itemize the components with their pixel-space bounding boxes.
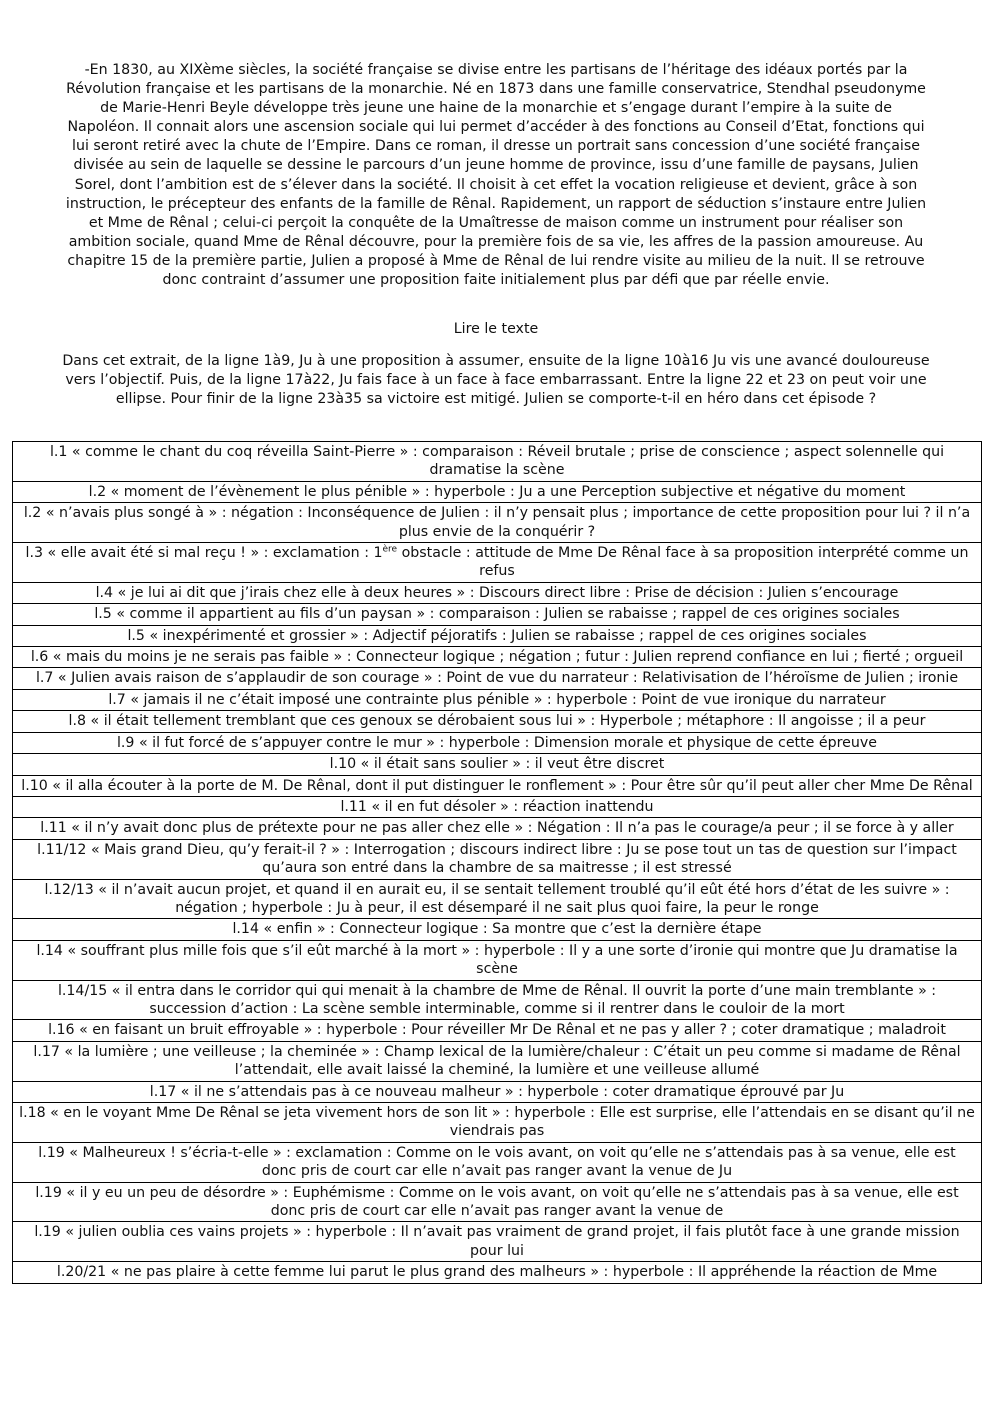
intro-paragraph: -En 1830, au XIXème siècles, la société française se divise entre les partisans de l’héritage des idéaux portés par la Révolution française et les partisans de la monarchie. Né en 1873 dans une famille conservatrice, Stendhal pseudonyme de Marie-Henri Beyle développe très jeune une haine de la monarchie et s’engage durant l’empire à la suite de Napoléon. Il connait alors une ascension sociale qui lui permet d’accéder à des fonctions au Conseil d’Etat, fonctions qui lui seront retiré avec la chute de l’Empire. Dans ce roman, il dresse un portrait sans concession d’une société française divisée au sein de laquelle se dessine le parcours d’un jeune homme de province, issu d’une famille de paysans, Julien Sorel, dont l’ambition est de s’élever dans la société. Il choisit à cet effet la vocation religieuse et devient, grâce à son instruction, le précepteur des enfants de la famille de Rênal. Rapidement, un rapport de séduction s’instaure entre Julien et Mme de Rênal ; celui-ci perçoit la conquête de la Umaîtresse de maison comme un instrument pour réaliser son ambition sociale, quand Mme de Rênal découvre, pour la première fois de sa vie, les affres de la passion amoureuse. Au chapitre 15 de la première partie, Julien a proposé à Mme de Rênal de lui rendre visite au milieu de la nuit. Il se retrouve donc contraint d’assumer une proposition faite initialement plus par défi que par réelle envie. [65,62,927,289]
table-row [13,1142,982,1182]
table-cell: l.4 « je lui ai dit que j’irais chez elle à deux heures » : Discours direct libre : Prise de décision : Julien s’encourage [13,582,982,603]
analysis-table [12,441,982,1284]
table-row [13,980,982,1020]
row-text: l.3 « elle avait été si mal reçu ! » : exclamation : 1 [25,545,383,562]
table-cell: l.5 « comme il appartient au fils d’un paysan » : comparaison : Julien se rabaisse ; rappel de ces origines sociales [13,604,982,625]
table-cell: l.17 « il ne s’attendais pas à ce nouveau malheur » : hyperbole : coter dramatique éprouvé par Ju [13,1081,982,1102]
table-cell: l.10 « il alla écouter à la porte de M. De Rênal, dont il put distinguer le ronflement » : Pour être sûr qu’il peut aller cher Mme De Rênal [13,775,982,796]
table-row [13,754,982,775]
table-cell: l.16 « en faisant un bruit effroyable » : hyperbole : Pour réveiller Mr De Rênal et ne pas y aller ? ; coter dramatique ; maladroit [13,1020,982,1041]
read-instruction: Lire le texte [453,321,539,337]
table-row [13,818,982,839]
table-cell: l.14/15 « il entra dans le corridor qui qui menait à la chambre de Mme de Rênal. Il ouvrit la porte d’une main tremblante » : succession d’action : La scène semble interminable, comme si il rentrer dans le couloir de la mort [13,980,982,1020]
table-row [13,1182,982,1222]
table-cell: l.6 « mais du moins je ne serais pas faible » : Connecteur logique ; négation ; futur : Julien reprend confiance en lui ; fierté ; orgueil [13,647,982,668]
table-cell [13,543,982,583]
table-row [13,1103,982,1143]
table-cell: l.10 « il était sans soulier » : il veut être discret [13,754,982,775]
table-cell: l.12/13 « il n’avait aucun projet, et quand il en aurait eu, il se sentait tellement troublé qu’il eût été hors d’état de les suivre » : négation ; hyperbole : Ju à peur, il est désemparé il ne sait plus quoi faire, la peur le ronge [13,879,982,919]
table-row [13,625,982,646]
table-row [13,732,982,753]
table-cell: l.11 « il en fut désoler » : réaction inattendu [13,796,982,817]
table-row [13,796,982,817]
table-cell: l.14 « enfin » : Connecteur logique : Sa montre que c’est la dernière étape [13,919,982,940]
table-cell: l.19 « il y eu un peu de désordre » : Euphémisme : Comme on le vois avant, on voit qu’elle ne s’attendais pas à sa venue, elle est donc pris de court car elle n’avait pas ranger avant la venue de [13,1182,982,1222]
table-cell: l.7 « jamais il ne c’était imposé une contrainte plus pénible » : hyperbole : Point de vue ironique du narrateur [13,689,982,710]
table-row [13,711,982,732]
table-row [13,775,982,796]
table-row [13,647,982,668]
table-cell: l.20/21 « ne pas plaire à cette femme lui parut le plus grand des malheurs » : hyperbole : Il appréhende la réaction de Mme [13,1262,982,1283]
table-row [13,940,982,980]
table-cell: l.14 « souffrant plus mille fois que s’il eût marché à la mort » : hyperbole : Il y a une sorte d’ironie qui montre que Ju dramatise la scène [13,940,982,980]
table-cell: l.11/12 « Mais grand Dieu, qu’y ferait-il ? » : Interrogation ; discours indirect libre : Ju se pose tout un tas de question sur l’impact qu’aura son entré dans la chambre de sa maitresse ; il est stressé [13,839,982,879]
table-row [13,442,982,482]
table-cell: l.11 « il n’y avait donc plus de prétexte pour ne pas aller chez elle » : Négation : Il n’a pas le courage/a peur ; il se force à y aller [13,818,982,839]
table-row [13,1262,982,1283]
table-row [13,503,982,543]
table-row [13,839,982,879]
table-cell: l.19 « Malheureux ! s’écria-t-elle » : exclamation : Comme on le vois avant, on voit qu’elle ne s’attendais pas à sa venue, elle est donc pris de court car elle n’avait pas ranger avant la venue de Ju [13,1142,982,1182]
table-row [13,1020,982,1041]
table-row [13,919,982,940]
table-cell: l.19 « julien oublia ces vains projets » : hyperbole : Il n’avait pas vraiment de grand projet, il fais plutôt face à une grande mission pour lui [13,1222,982,1262]
table-cell: l.9 « il fut forcé de s’appuyer contre le mur » : hyperbole : Dimension morale et physique de cette épreuve [13,732,982,753]
table-row [13,689,982,710]
table-cell: l.5 « inexpérimenté et grossier » : Adjectif péjoratifs : Julien se rabaisse ; rappel de ces origines sociales [13,625,982,646]
superscript: ère [382,544,398,555]
table-cell: l.8 « il était tellement tremblant que ces genoux se dérobaient sous lui » : Hyperbole ; métaphore : Il angoisse ; il a peur [13,711,982,732]
table-cell: l.7 « Julien avais raison de s’applaudir de son courage » : Point de vue du narrateur : Relativisation de l’héroïsme de Julien ; ironie [13,668,982,689]
table-cell: l.2 « n’avais plus songé à » : négation : Inconséquence de Julien : il n’y pensait plus ; importance de cette proposition pour lui ? il n’a plus envie de la conquérir ? [13,503,982,543]
table-cell: l.2 « moment de l’évènement le plus pénible » : hyperbole : Ju a une Perception subjective et négative du moment [13,481,982,502]
table-row [13,543,982,583]
table-cell: l.1 « comme le chant du coq réveilla Saint-Pierre » : comparaison : Réveil brutale ; prise de conscience ; aspect solennelle qui dramatise la scène [13,442,982,482]
table-row [13,668,982,689]
table-row [13,1222,982,1262]
table-cell: l.18 « en le voyant Mme De Rênal se jeta vivement hors de son lit » : hyperbole : Elle est surprise, elle l’attendais en se disant qu’il ne viendrais pas [13,1103,982,1143]
table-cell: l.17 « la lumière ; une veilleuse ; la cheminée » : Champ lexical de la lumière/chaleur : C’était un peu comme si madame de Rênal l’attendait, elle avait laissé la cheminé, la lumière et une veilleuse allumé [13,1041,982,1081]
table-row [13,604,982,625]
table-row [13,1081,982,1102]
summary-paragraph: Dans cet extrait, de la ligne 1à9, Ju à une proposition à assumer, ensuite de la ligne 10à16 Ju vis une avancé douloureuse vers l’objectif. Puis, de la ligne 17à22, Ju fais face à un face à face embarrassant. Entre la ligne 22 et 23 on peut voir une ellipse. Pour finir de la ligne 23à35 sa victoire est mitigé. Julien se comporte-t-il en héro dans cet épisode ? [62,353,930,407]
table-row [13,1041,982,1081]
row-text-tail: obstacle : attitude de Mme De Rênal face à sa proposition interprété comme un refus [397,545,969,580]
table-row [13,879,982,919]
table-row [13,582,982,603]
table-row [13,481,982,502]
